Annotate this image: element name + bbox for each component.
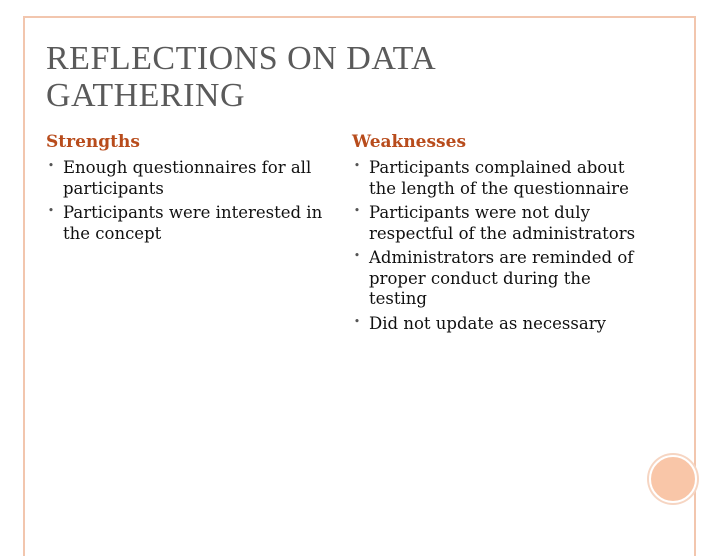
strengths-column <box>46 132 341 248</box>
bullet-icon: • <box>353 314 361 328</box>
weaknesses-item-text: Participants complained about the length of the questionnaire <box>369 158 629 198</box>
bullet-icon: • <box>353 159 361 172</box>
weaknesses-column <box>352 132 652 338</box>
strengths-list <box>46 158 341 244</box>
strengths-heading: Strengths <box>46 132 140 152</box>
bullet-icon: • <box>47 159 55 172</box>
slide-title <box>46 40 646 114</box>
strengths-item-text: Enough questionnaires for all participants <box>63 158 312 198</box>
decorative-circle <box>649 455 697 503</box>
weaknesses-list-item <box>352 248 652 310</box>
weaknesses-item-text: Did not update as necessary <box>369 313 606 333</box>
weaknesses-item-text: Administrators are reminded of proper conduct during the testing <box>369 248 634 308</box>
weaknesses-heading: Weaknesses <box>352 132 467 152</box>
weaknesses-list <box>352 158 652 334</box>
slide-title-line-2: GATHERING <box>46 77 246 114</box>
slide-title-line-1: REFLECTIONS ON DATA <box>46 40 437 77</box>
weaknesses-list-item <box>352 158 652 199</box>
bullet-icon: • <box>47 204 55 217</box>
strengths-item-text: Participants were interested in the concept <box>63 203 323 243</box>
bullet-icon: • <box>353 204 361 217</box>
weaknesses-list-item <box>352 203 652 244</box>
strengths-list-item <box>46 158 341 199</box>
strengths-list-item <box>46 203 341 244</box>
weaknesses-list-item <box>352 314 652 335</box>
bullet-icon: • <box>353 249 361 262</box>
weaknesses-item-text: Participants were not duly respectful of the administrators <box>369 203 636 243</box>
